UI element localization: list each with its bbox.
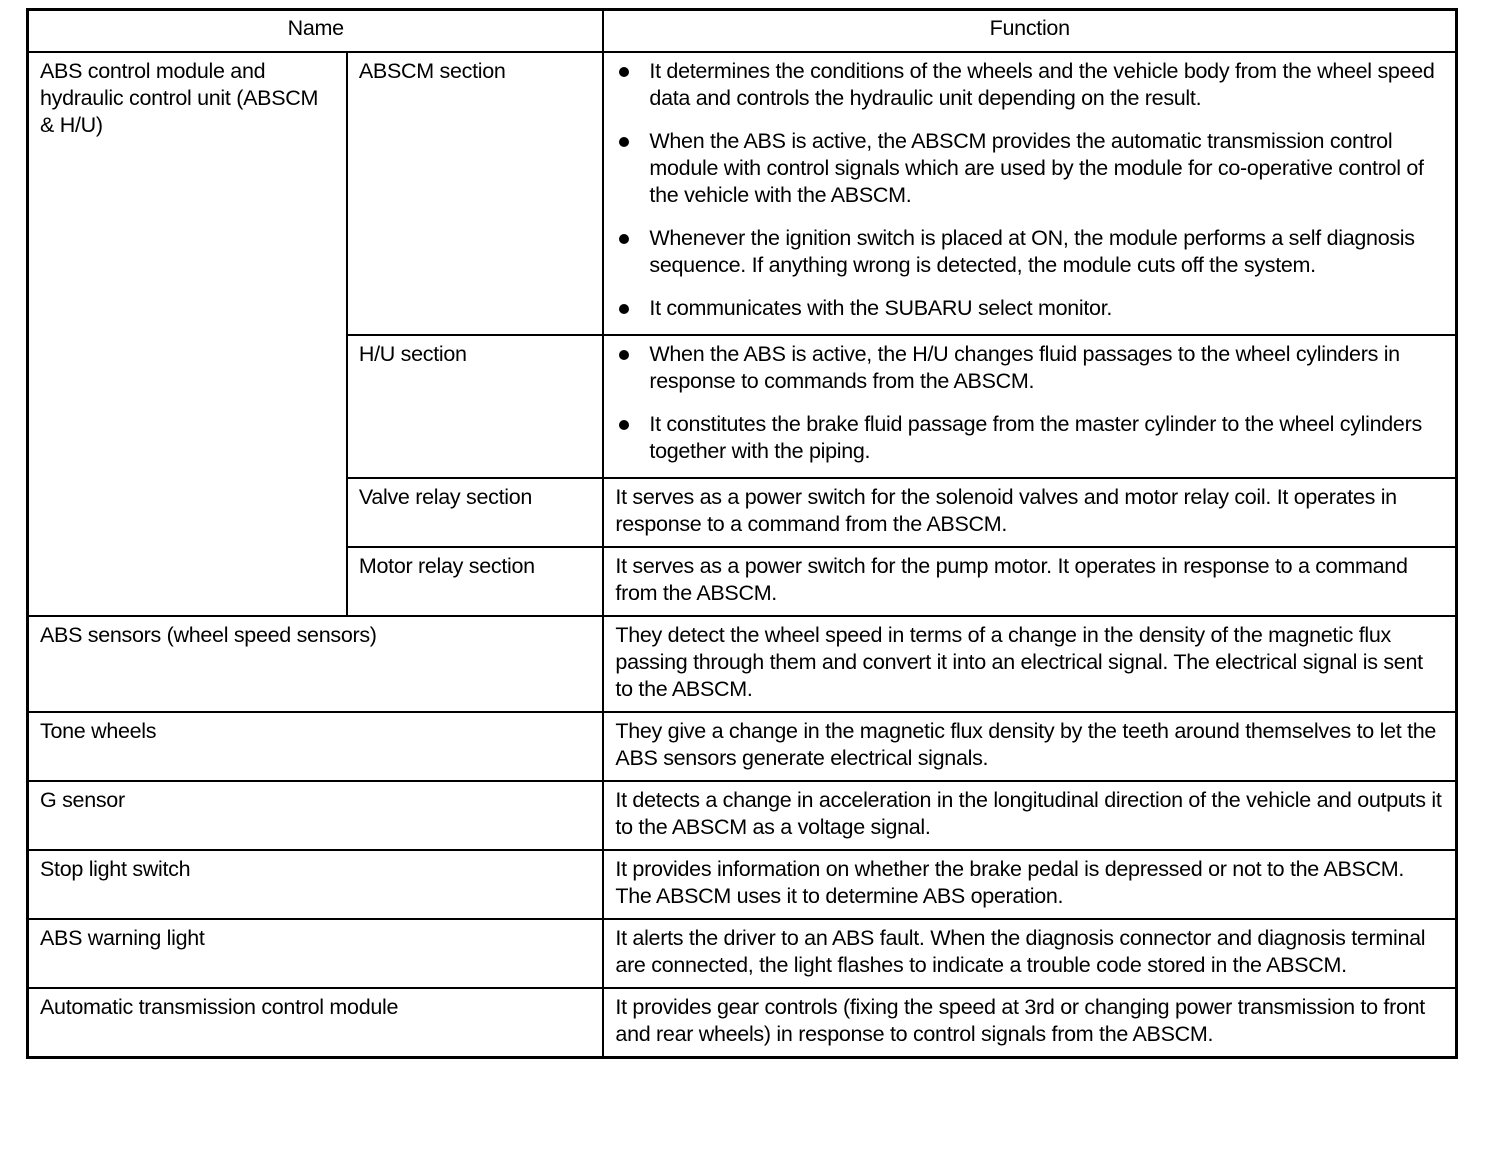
header-name: Name bbox=[28, 10, 604, 53]
header-row bbox=[28, 10, 1457, 53]
function-cell: It serves as a power switch for the pump motor. It operates in response to a command from the ABSCM. bbox=[603, 547, 1456, 616]
subsection-name: ABSCM section bbox=[347, 52, 604, 335]
function-cell: It serves as a power switch for the solenoid valves and motor relay coil. It operates in response to a command from the ABSCM. bbox=[603, 478, 1456, 547]
table-row bbox=[28, 52, 1457, 335]
component-function-table bbox=[26, 8, 1458, 1059]
component-name: Tone wheels bbox=[28, 712, 604, 781]
subsection-name: H/U section bbox=[347, 335, 604, 478]
bullet-icon bbox=[619, 304, 629, 314]
bullet-text: It communicates with the SUBARU select monitor. bbox=[649, 296, 1113, 320]
table-row bbox=[28, 850, 1457, 919]
bullet-item bbox=[615, 58, 1445, 112]
function-cell: It provides information on whether the brake pedal is depressed or not to the ABSCM. The ABSCM uses it to determine ABS operation. bbox=[603, 850, 1456, 919]
table-row bbox=[28, 712, 1457, 781]
function-cell bbox=[603, 335, 1456, 478]
subsection-name: Motor relay section bbox=[347, 547, 604, 616]
bullet-icon bbox=[619, 420, 629, 430]
bullet-icon bbox=[619, 67, 629, 77]
component-name: ABS warning light bbox=[28, 919, 604, 988]
group-name: ABS control module and hydraulic control unit (ABSCM & H/U) bbox=[28, 52, 347, 616]
bullet-item bbox=[615, 128, 1445, 209]
function-cell: It alerts the driver to an ABS fault. When the diagnosis connector and diagnosis terminal are connected, the light flashes to indicate a trouble code stored in the ABSCM. bbox=[603, 919, 1456, 988]
table-row bbox=[28, 919, 1457, 988]
bullet-icon bbox=[619, 234, 629, 244]
bullet-item bbox=[615, 225, 1445, 279]
table-row bbox=[28, 781, 1457, 850]
function-cell: It detects a change in acceleration in the longitudinal direction of the vehicle and outputs it to the ABSCM as a voltage signal. bbox=[603, 781, 1456, 850]
subsection-name: Valve relay section bbox=[347, 478, 604, 547]
function-cell: It provides gear controls (fixing the speed at 3rd or changing power transmission to front and rear wheels) in response to control signals from the ABSCM. bbox=[603, 988, 1456, 1058]
function-cell: They detect the wheel speed in terms of a change in the density of the magnetic flux passing through them and convert it into an electrical signal. The electrical signal is sent to the ABSCM. bbox=[603, 616, 1456, 712]
component-name: G sensor bbox=[28, 781, 604, 850]
bullet-item bbox=[615, 341, 1445, 395]
bullet-list bbox=[615, 58, 1445, 322]
bullet-item bbox=[615, 295, 1445, 322]
table-row bbox=[28, 616, 1457, 712]
component-name: Automatic transmission control module bbox=[28, 988, 604, 1058]
component-name: Stop light switch bbox=[28, 850, 604, 919]
header-function: Function bbox=[603, 10, 1456, 53]
bullet-text: Whenever the ignition switch is placed at ON, the module performs a self diagnosis sequence. If anything wrong is detected, the module cuts off the system. bbox=[649, 226, 1415, 277]
bullet-icon bbox=[619, 350, 629, 360]
bullet-text: When the ABS is active, the ABSCM provides the automatic transmission control module with control signals which are used by the module for co-operative control of the vehicle with the ABSCM. bbox=[649, 129, 1424, 207]
bullet-list bbox=[615, 341, 1445, 465]
function-cell bbox=[603, 52, 1456, 335]
function-cell: They give a change in the magnetic flux density by the teeth around themselves to let the ABS sensors generate electrical signals. bbox=[603, 712, 1456, 781]
bullet-text: It constitutes the brake fluid passage from the master cylinder to the wheel cylinders together with the piping. bbox=[649, 412, 1422, 463]
component-name: ABS sensors (wheel speed sensors) bbox=[28, 616, 604, 712]
bullet-item bbox=[615, 411, 1445, 465]
bullet-text: It determines the conditions of the wheels and the vehicle body from the wheel speed data and controls the hydraulic unit depending on the result. bbox=[649, 59, 1435, 110]
bullet-icon bbox=[619, 137, 629, 147]
table-row bbox=[28, 988, 1457, 1058]
bullet-text: When the ABS is active, the H/U changes fluid passages to the wheel cylinders in response to commands from the ABSCM. bbox=[649, 342, 1400, 393]
